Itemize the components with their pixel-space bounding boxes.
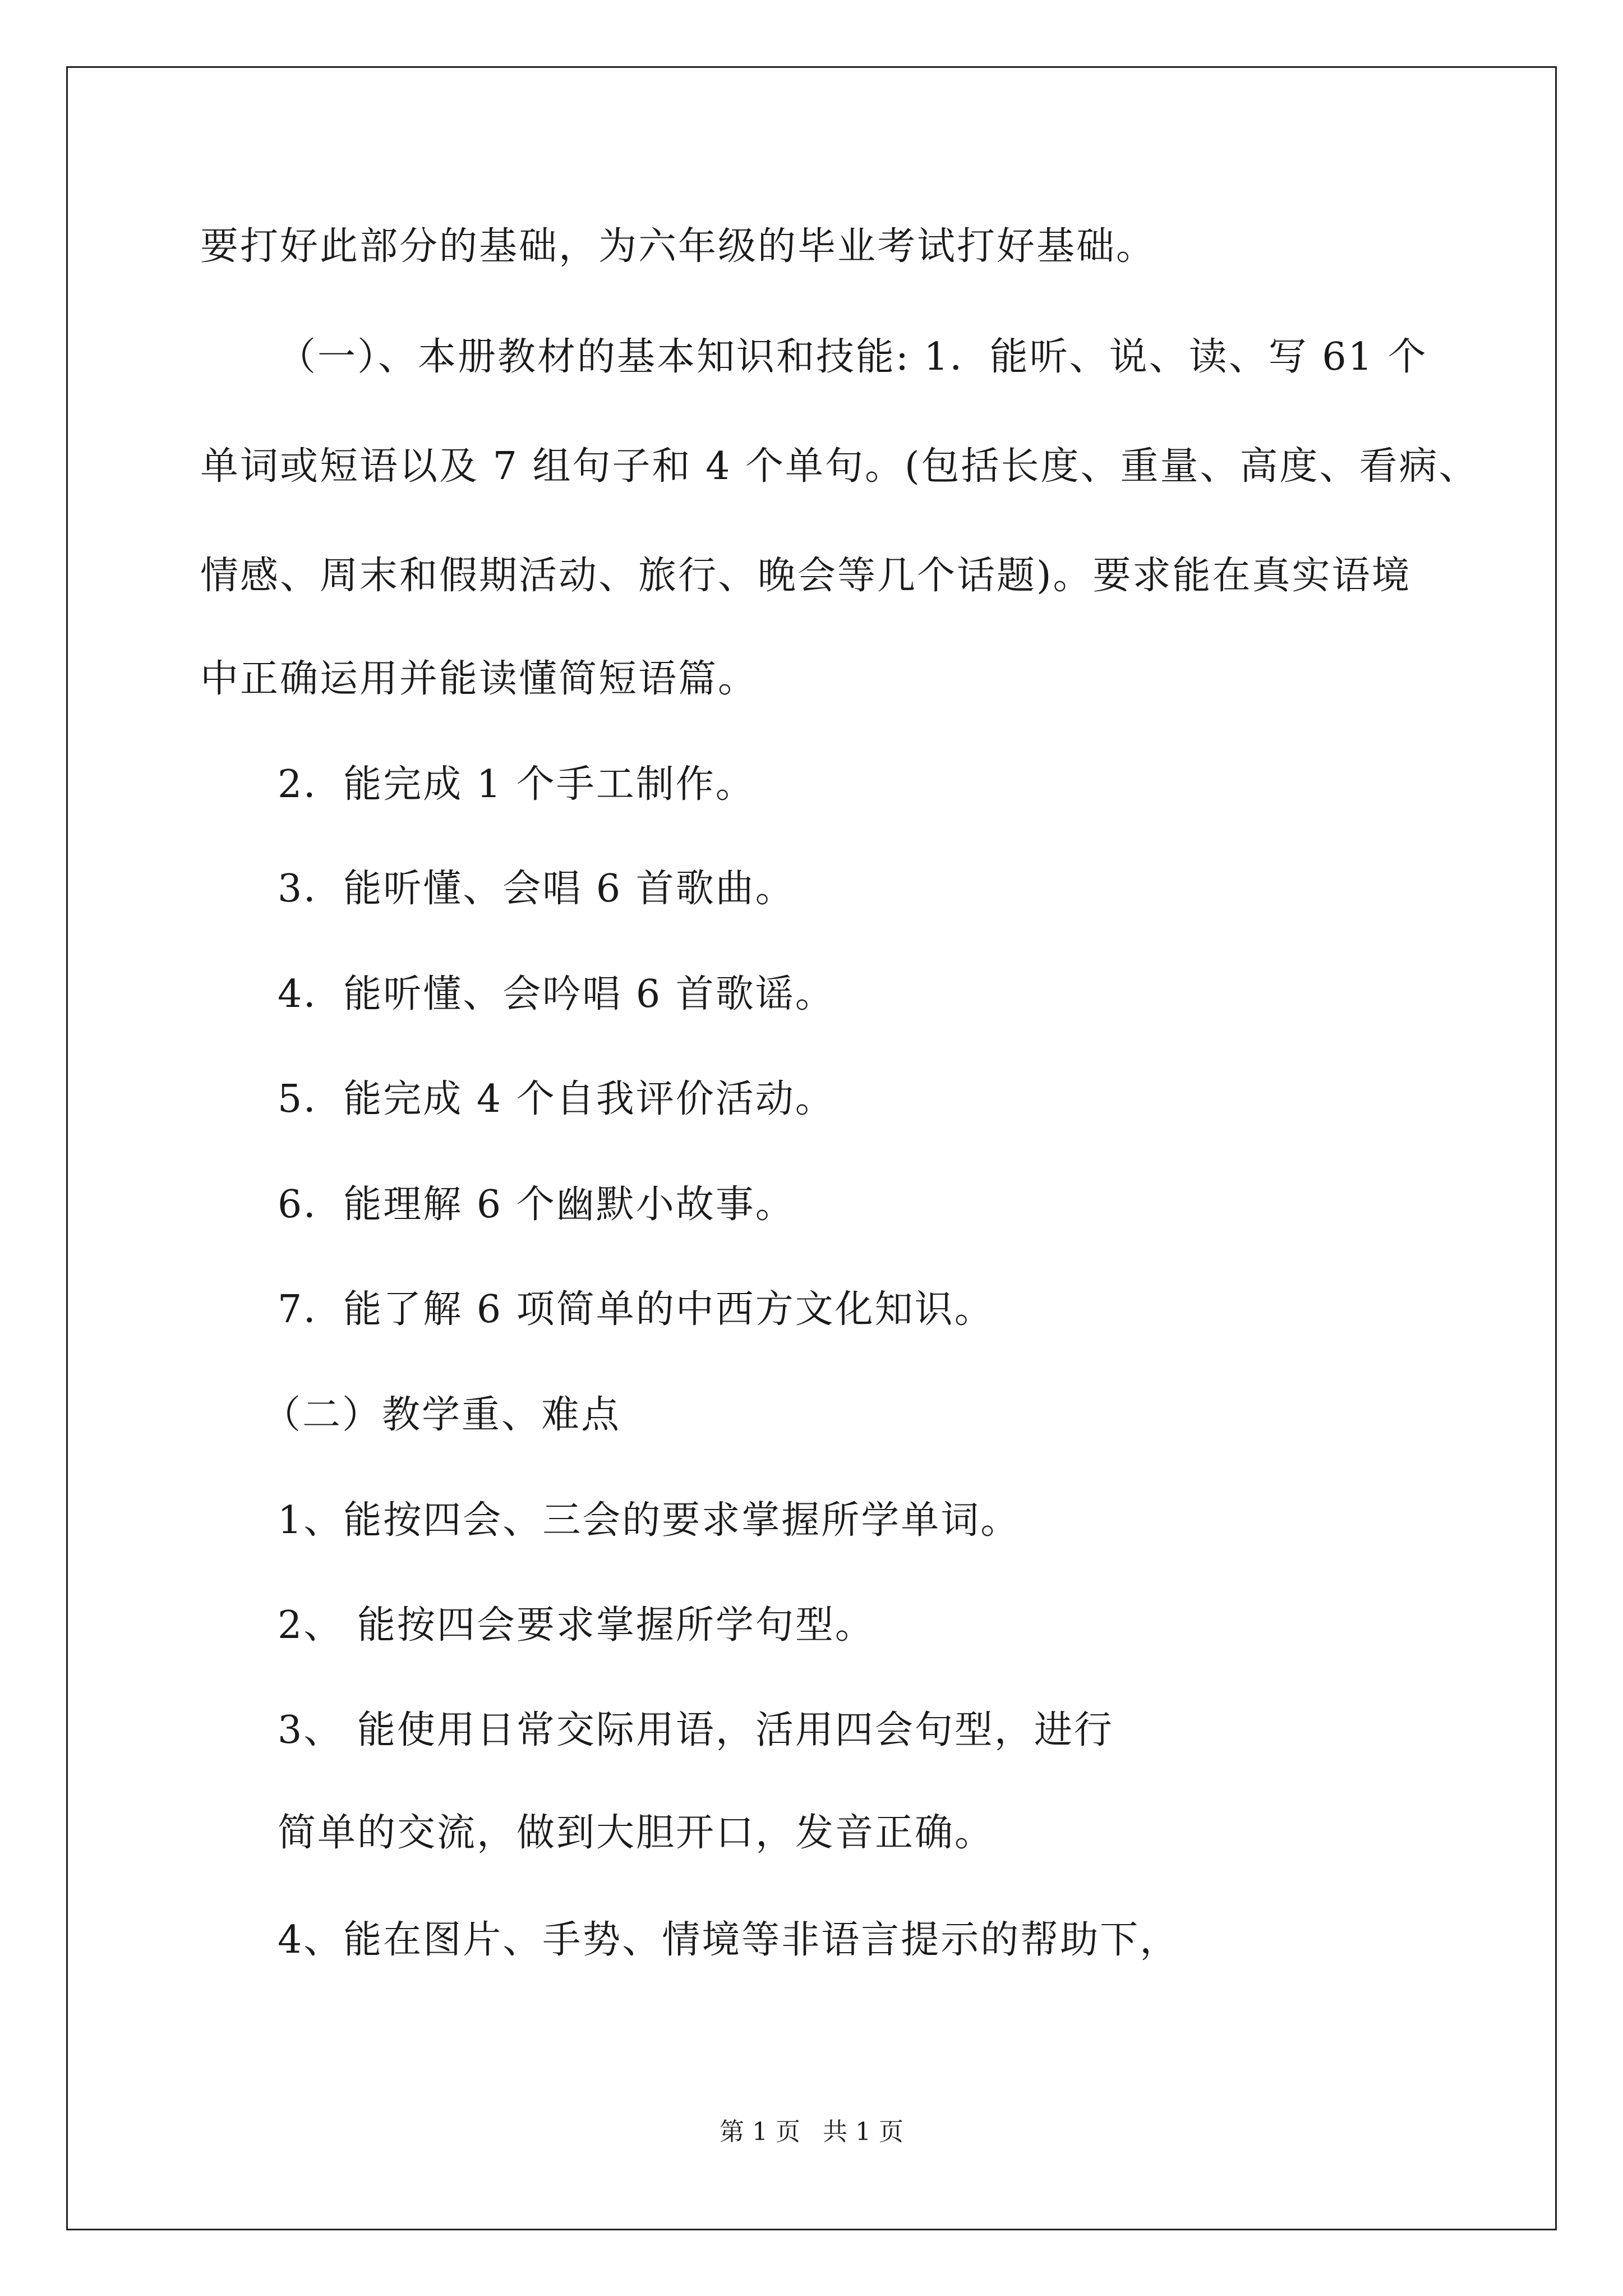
text-line-4: 情感、周末和假期活动、旅行、晚会等几个话题)。要求能在真实语境 <box>200 554 1412 598</box>
text-line-11: 7．能了解 6 项简单的中西方文化知识。 <box>278 1287 994 1332</box>
text-line-3: 单词或短语以及 7 组句子和 4 个单句。(包括长度、重量、高度、看病、 <box>200 444 1479 489</box>
text-line-14: 2、 能按四会要求掌握所学句型。 <box>278 1603 875 1648</box>
text-line-15: 3、 能使用日常交际用语，活用四会句型，进行 <box>278 1708 1114 1752</box>
section-heading: （二）教学重、难点 <box>262 1393 621 1437</box>
text-line-17: 4、能在图片、手势、情境等非语言提示的帮助下， <box>278 1918 1180 1962</box>
text-line-8: 4．能听懂、会吟唱 6 首歌谣。 <box>278 972 835 1016</box>
page-footer <box>0 2116 1623 2148</box>
text-line-6: 2．能完成 1 个手工制作。 <box>278 762 755 807</box>
text-line-16: 简单的交流，做到大胆开口，发音正确。 <box>278 1811 995 1855</box>
text-line-9: 5．能完成 4 个自我评价活动。 <box>278 1077 835 1121</box>
text-line-5: 中正确运用并能读懂简短语篇。 <box>200 657 758 701</box>
text-line-1: 要打好此部分的基础，为六年级的毕业考试打好基础。 <box>200 224 1156 269</box>
text-line-10: 6．能理解 6 个幽默小故事。 <box>278 1182 795 1227</box>
page-border <box>66 66 1557 2230</box>
page-number-current: 第 1 页 <box>720 2118 800 2146</box>
text-line-7: 3．能听懂、会唱 6 首歌曲。 <box>278 867 795 911</box>
text-line-2: （一）、本册教材的基本知识和技能: 1．能听、说、读、写 61 个 <box>278 335 1428 379</box>
page-number-total: 共 1 页 <box>823 2118 903 2146</box>
text-line-13: 1、能按四会、三会的要求掌握所学单词。 <box>278 1498 1021 1543</box>
